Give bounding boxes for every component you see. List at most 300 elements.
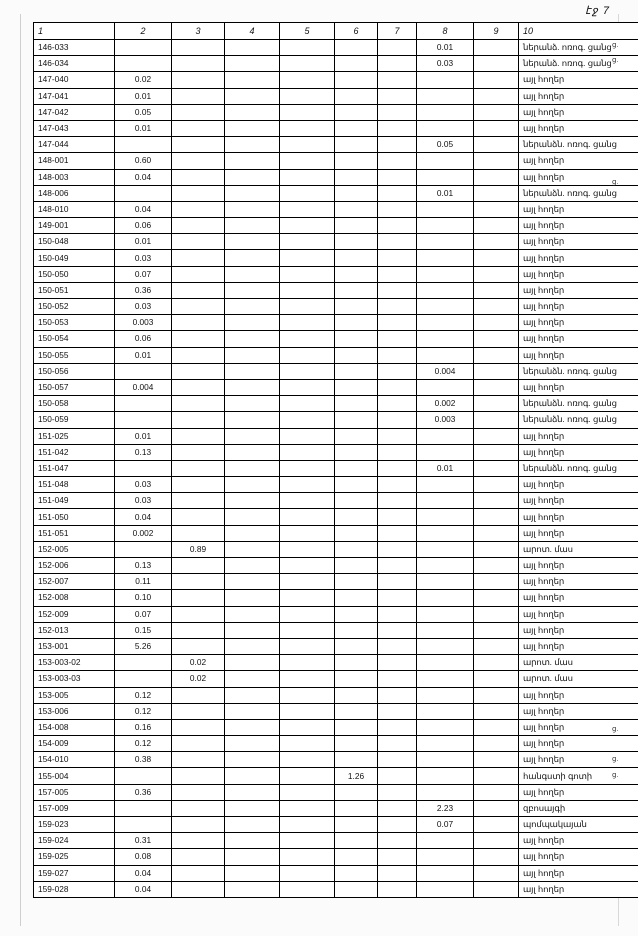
table-row: [34, 169, 638, 185]
cell-c9: այլ հողեր: [519, 833, 638, 849]
table-row: [34, 396, 638, 412]
cell-c6: [378, 460, 417, 476]
cell-c9: այլ հողեր: [519, 703, 638, 719]
cell-c9: այլ հողեր: [519, 525, 638, 541]
cell-c7: [417, 622, 474, 638]
cell-c8: [474, 234, 519, 250]
cell-c9: այլ հողեր: [519, 509, 638, 525]
cell-c8: [474, 201, 519, 217]
cell-c3: [225, 266, 280, 282]
cell-c2: 0.89: [172, 541, 225, 557]
table-row: [34, 493, 638, 509]
cell-c2: [172, 509, 225, 525]
table-row: [34, 331, 638, 347]
cell-c5: [335, 833, 378, 849]
cell-c7: [417, 153, 474, 169]
cell-c3: [225, 234, 280, 250]
cell-c9: այլ հողեր: [519, 169, 638, 185]
table-row: [34, 590, 638, 606]
cell-c4: [280, 56, 335, 72]
cell-c5: [335, 282, 378, 298]
cell-c2: [172, 493, 225, 509]
cell-c7: [417, 558, 474, 574]
cell-c6: [378, 541, 417, 557]
cell-c4: [280, 331, 335, 347]
cell-c3: [225, 752, 280, 768]
cell-c9: այլ հողեր: [519, 558, 638, 574]
cell-c7: [417, 574, 474, 590]
cell-c4: [280, 833, 335, 849]
cell-c8: [474, 444, 519, 460]
cell-c8: [474, 865, 519, 881]
cell-c8: [474, 881, 519, 897]
cell-c4: [280, 817, 335, 833]
cell-c4: [280, 137, 335, 153]
cell-c1: 0.60: [115, 153, 172, 169]
row-margin-note: ց.: [612, 178, 619, 186]
cell-c0: 147-044: [34, 137, 115, 153]
cell-c3: [225, 784, 280, 800]
cell-c1: 0.31: [115, 833, 172, 849]
cell-c0: 152-006: [34, 558, 115, 574]
cell-c4: [280, 606, 335, 622]
cell-c0: 150-056: [34, 363, 115, 379]
cell-c6: [378, 638, 417, 654]
cell-c5: [335, 234, 378, 250]
cell-c5: [335, 574, 378, 590]
cell-c9: այլ հողեր: [519, 72, 638, 88]
cell-c9: արոտ. մաս: [519, 655, 638, 671]
cell-c1: [115, 185, 172, 201]
cell-c6: [378, 120, 417, 136]
cell-c9: ներանձն. ոռոգ. ցանց: [519, 412, 638, 428]
cell-c7: 0.01: [417, 460, 474, 476]
cell-c7: 0.01: [417, 185, 474, 201]
cell-c9: այլ հողեր: [519, 218, 638, 234]
cell-c6: [378, 719, 417, 735]
cell-c7: [417, 493, 474, 509]
cell-c0: 151-025: [34, 428, 115, 444]
cell-c0: 152-008: [34, 590, 115, 606]
cell-c4: [280, 201, 335, 217]
column-header-7: 7: [378, 23, 417, 40]
cell-c1: 0.12: [115, 703, 172, 719]
cell-c8: [474, 719, 519, 735]
cell-c5: [335, 379, 378, 395]
cell-c4: [280, 541, 335, 557]
cell-c0: 147-042: [34, 104, 115, 120]
cell-c5: [335, 169, 378, 185]
cell-c3: [225, 72, 280, 88]
cell-c7: [417, 719, 474, 735]
cell-c5: [335, 315, 378, 331]
cell-c3: [225, 137, 280, 153]
cell-c4: [280, 412, 335, 428]
cell-c6: [378, 671, 417, 687]
cell-c6: [378, 282, 417, 298]
cell-c6: [378, 622, 417, 638]
cell-c9: ներանձն. ոռոգ. ցանց: [519, 396, 638, 412]
table-row: [34, 428, 638, 444]
cell-c9: այլ հողեր: [519, 719, 638, 735]
cell-c7: [417, 541, 474, 557]
cell-c6: [378, 72, 417, 88]
cell-c3: [225, 525, 280, 541]
cell-c6: [378, 736, 417, 752]
cell-c6: [378, 331, 417, 347]
cell-c5: [335, 590, 378, 606]
cell-c8: [474, 800, 519, 816]
column-header-8: 8: [417, 23, 474, 40]
cell-c2: [172, 849, 225, 865]
cell-c1: [115, 363, 172, 379]
row-margin-note: ց.: [612, 57, 619, 65]
cell-c4: [280, 703, 335, 719]
cell-c8: [474, 736, 519, 752]
cell-c1: 0.15: [115, 622, 172, 638]
cell-c9: արոտ. մաս: [519, 541, 638, 557]
cell-c7: [417, 347, 474, 363]
table-row: [34, 768, 638, 784]
cell-c3: [225, 736, 280, 752]
cell-c5: [335, 201, 378, 217]
cell-c7: [417, 201, 474, 217]
cell-c2: 0.02: [172, 655, 225, 671]
cell-c6: [378, 218, 417, 234]
cell-c6: [378, 558, 417, 574]
cell-c3: [225, 655, 280, 671]
cell-c1: [115, 396, 172, 412]
cell-c5: [335, 137, 378, 153]
table-row: [34, 72, 638, 88]
table-row: [34, 347, 638, 363]
cell-c6: [378, 315, 417, 331]
cell-c3: [225, 622, 280, 638]
cell-c3: [225, 120, 280, 136]
cell-c0: 157-005: [34, 784, 115, 800]
cell-c2: [172, 558, 225, 574]
cell-c8: [474, 460, 519, 476]
cell-c0: 153-005: [34, 687, 115, 703]
cell-c2: [172, 606, 225, 622]
cell-c6: [378, 800, 417, 816]
cell-c8: [474, 833, 519, 849]
cell-c1: 0.12: [115, 687, 172, 703]
cell-c1: [115, 40, 172, 56]
table-row: [34, 638, 638, 654]
cell-c0: 150-052: [34, 299, 115, 315]
cell-c8: [474, 412, 519, 428]
cell-c8: [474, 137, 519, 153]
cell-c9: այլ հողեր: [519, 315, 638, 331]
cell-c6: [378, 687, 417, 703]
cell-c4: [280, 525, 335, 541]
table-row: [34, 800, 638, 816]
cell-c7: 0.003: [417, 412, 474, 428]
cell-c6: [378, 396, 417, 412]
cell-c5: [335, 477, 378, 493]
cell-c8: [474, 606, 519, 622]
cell-c2: [172, 412, 225, 428]
cell-c0: 147-041: [34, 88, 115, 104]
column-header-1: 1: [34, 23, 115, 40]
cell-c1: [115, 800, 172, 816]
cell-c0: 150-057: [34, 379, 115, 395]
cell-c5: 1.26: [335, 768, 378, 784]
cell-c3: [225, 218, 280, 234]
cell-c4: [280, 574, 335, 590]
cell-c5: [335, 881, 378, 897]
cell-c3: [225, 590, 280, 606]
cell-c8: [474, 56, 519, 72]
cell-c5: [335, 509, 378, 525]
cell-c5: [335, 412, 378, 428]
page-number-label: էջ 7: [585, 5, 610, 17]
cell-c1: 0.01: [115, 120, 172, 136]
cell-c3: [225, 363, 280, 379]
table-row: [34, 752, 638, 768]
table-row: [34, 671, 638, 687]
cell-c2: [172, 444, 225, 460]
cell-c6: [378, 817, 417, 833]
cell-c1: [115, 671, 172, 687]
cell-c9: ներանձն. ոռոգ. ցանց: [519, 460, 638, 476]
cell-c9: այլ հողեր: [519, 428, 638, 444]
cell-c7: 0.05: [417, 137, 474, 153]
cell-c3: [225, 299, 280, 315]
cell-c7: [417, 266, 474, 282]
cell-c8: [474, 509, 519, 525]
cell-c1: [115, 817, 172, 833]
cell-c3: [225, 379, 280, 395]
cell-c0: 151-048: [34, 477, 115, 493]
cell-c0: 148-003: [34, 169, 115, 185]
cell-c6: [378, 363, 417, 379]
cell-c6: [378, 477, 417, 493]
cell-c9: այլ հողեր: [519, 784, 638, 800]
cell-c4: [280, 460, 335, 476]
cell-c8: [474, 671, 519, 687]
cell-c7: [417, 428, 474, 444]
cell-c5: [335, 558, 378, 574]
cell-c4: [280, 493, 335, 509]
cell-c6: [378, 849, 417, 865]
cell-c1: 0.02: [115, 72, 172, 88]
cell-c3: [225, 250, 280, 266]
table-row: [34, 40, 638, 56]
cell-c3: [225, 703, 280, 719]
cell-c4: [280, 396, 335, 412]
table-row: [34, 56, 638, 72]
cell-c3: [225, 493, 280, 509]
cell-c5: [335, 817, 378, 833]
cell-c0: 154-010: [34, 752, 115, 768]
cell-c3: [225, 282, 280, 298]
cell-c3: [225, 541, 280, 557]
cell-c1: [115, 412, 172, 428]
cell-c4: [280, 719, 335, 735]
cell-c9: այլ հողեր: [519, 120, 638, 136]
cell-c1: 0.07: [115, 266, 172, 282]
cell-c0: 157-009: [34, 800, 115, 816]
cell-c6: [378, 412, 417, 428]
cell-c1: [115, 541, 172, 557]
cell-c5: [335, 428, 378, 444]
cell-c9: այլ հողեր: [519, 493, 638, 509]
cell-c8: [474, 250, 519, 266]
table-row: [34, 88, 638, 104]
cell-c2: [172, 104, 225, 120]
cell-c0: 151-050: [34, 509, 115, 525]
cell-c4: [280, 185, 335, 201]
cell-c2: [172, 396, 225, 412]
cell-c8: [474, 104, 519, 120]
cell-c7: [417, 687, 474, 703]
column-header-10: 10: [519, 23, 638, 40]
cell-c9: այլ հողեր: [519, 638, 638, 654]
table-row: [34, 299, 638, 315]
cell-c8: [474, 752, 519, 768]
cell-c9: այլ հողեր: [519, 606, 638, 622]
table-row: [34, 282, 638, 298]
cell-c7: [417, 299, 474, 315]
cell-c7: [417, 72, 474, 88]
cell-c0: 153-006: [34, 703, 115, 719]
cell-c1: 0.06: [115, 331, 172, 347]
column-header-5: 5: [280, 23, 335, 40]
cell-c8: [474, 477, 519, 493]
cell-c7: 0.002: [417, 396, 474, 412]
cell-c8: [474, 347, 519, 363]
cell-c4: [280, 72, 335, 88]
cell-c4: [280, 153, 335, 169]
cell-c1: 0.10: [115, 590, 172, 606]
cell-c9: այլ հողեր: [519, 250, 638, 266]
cell-c0: 151-047: [34, 460, 115, 476]
cell-c9: այլ հողեր: [519, 444, 638, 460]
cell-c3: [225, 153, 280, 169]
cell-c5: [335, 606, 378, 622]
table-row: [34, 655, 638, 671]
cell-c0: 150-054: [34, 331, 115, 347]
row-margin-note: ց.: [612, 726, 619, 733]
cell-c3: [225, 185, 280, 201]
cell-c4: [280, 315, 335, 331]
cell-c6: [378, 250, 417, 266]
cell-c4: [280, 250, 335, 266]
cell-c4: [280, 881, 335, 897]
cell-c6: [378, 655, 417, 671]
cell-c8: [474, 363, 519, 379]
table-row: [34, 444, 638, 460]
cell-c5: [335, 849, 378, 865]
cell-c5: [335, 541, 378, 557]
table-row: [34, 509, 638, 525]
cell-c8: [474, 88, 519, 104]
cell-c3: [225, 460, 280, 476]
table-row: [34, 622, 638, 638]
cell-c6: [378, 590, 417, 606]
cell-c8: [474, 703, 519, 719]
cell-c7: [417, 833, 474, 849]
cell-c0: 150-050: [34, 266, 115, 282]
cell-c6: [378, 266, 417, 282]
cell-c3: [225, 768, 280, 784]
cell-c6: [378, 185, 417, 201]
cell-c9: ներանձն. ոռոգ. ցանց: [519, 185, 638, 201]
cell-c1: [115, 137, 172, 153]
cell-c1: 0.06: [115, 218, 172, 234]
table-row: [34, 849, 638, 865]
cell-c0: 152-005: [34, 541, 115, 557]
cell-c0: 151-042: [34, 444, 115, 460]
cell-c2: [172, 379, 225, 395]
cell-c1: 0.01: [115, 347, 172, 363]
cell-c6: [378, 169, 417, 185]
cell-c6: [378, 56, 417, 72]
cell-c3: [225, 444, 280, 460]
table-row: [34, 784, 638, 800]
cell-c6: [378, 428, 417, 444]
cell-c7: [417, 444, 474, 460]
cell-c4: [280, 428, 335, 444]
cell-c3: [225, 671, 280, 687]
cell-c8: [474, 282, 519, 298]
cell-c3: [225, 347, 280, 363]
cell-c2: [172, 768, 225, 784]
cell-c3: [225, 477, 280, 493]
cell-c1: [115, 56, 172, 72]
cell-c8: [474, 331, 519, 347]
cell-c1: 0.11: [115, 574, 172, 590]
table-row: [34, 234, 638, 250]
cell-c5: [335, 703, 378, 719]
row-margin-note: ց.: [612, 756, 619, 764]
cell-c6: [378, 606, 417, 622]
cell-c4: [280, 558, 335, 574]
cell-c7: [417, 865, 474, 881]
cell-c5: [335, 56, 378, 72]
cell-c5: [335, 347, 378, 363]
cell-c2: [172, 817, 225, 833]
cell-c8: [474, 558, 519, 574]
cell-c9: այլ հողեր: [519, 477, 638, 493]
column-header-4: 4: [225, 23, 280, 40]
cell-c5: [335, 736, 378, 752]
cell-c6: [378, 493, 417, 509]
cell-c8: [474, 428, 519, 444]
cell-c1: 0.04: [115, 509, 172, 525]
cell-c2: [172, 315, 225, 331]
cell-c3: [225, 88, 280, 104]
cell-c4: [280, 169, 335, 185]
cell-c1: 0.07: [115, 606, 172, 622]
cell-c4: [280, 40, 335, 56]
cell-c8: [474, 784, 519, 800]
cell-c8: [474, 218, 519, 234]
cell-c0: 152-013: [34, 622, 115, 638]
cell-c1: 0.004: [115, 379, 172, 395]
cell-c4: [280, 622, 335, 638]
cell-c8: [474, 120, 519, 136]
cell-c8: [474, 590, 519, 606]
cell-c1: 0.38: [115, 752, 172, 768]
cell-c9: այլ հողեր: [519, 266, 638, 282]
cell-c7: 0.03: [417, 56, 474, 72]
cell-c7: [417, 315, 474, 331]
cell-c2: [172, 88, 225, 104]
cell-c2: [172, 736, 225, 752]
